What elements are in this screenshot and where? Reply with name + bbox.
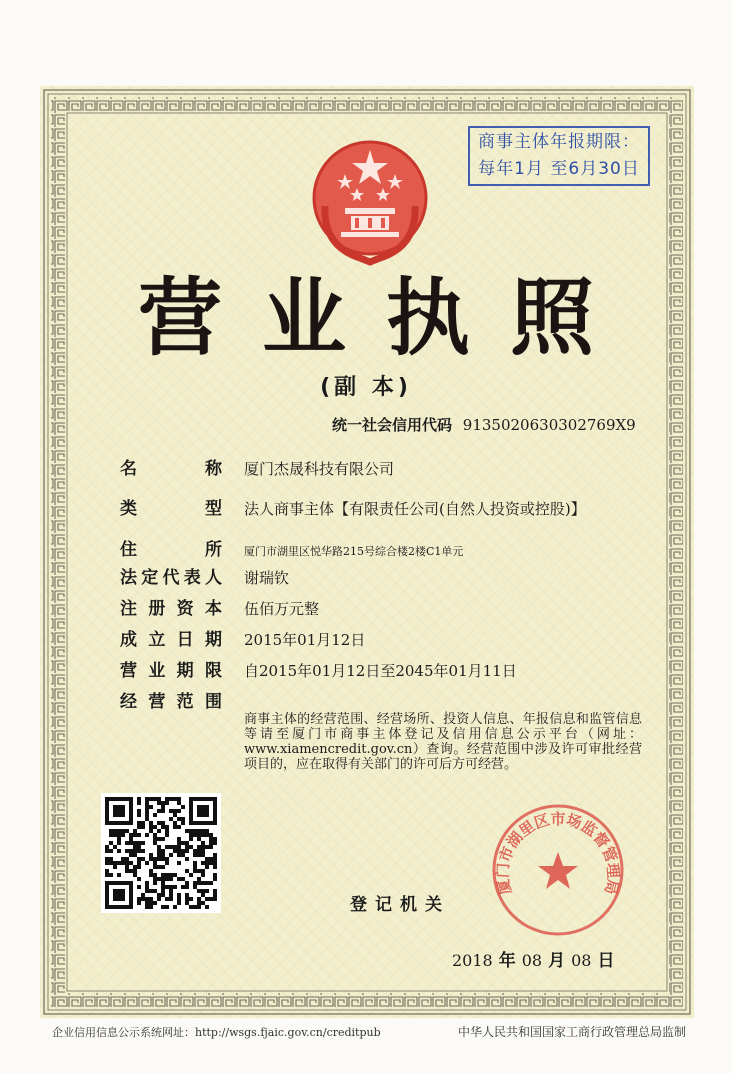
footer-website: 企业信用信息公示系统网址：http://wsgs.fjaic.gov.cn/creditpub <box>52 1026 381 1039</box>
document-title: 营业执照 <box>137 269 634 367</box>
field-label: 注 册 资 本 <box>120 599 222 619</box>
field-row-type <box>120 496 640 522</box>
field-row-legal-representative <box>120 565 640 591</box>
field-value: 伍佰万元整 <box>244 600 320 618</box>
field-row-registered-capital <box>120 596 640 622</box>
field-label: 法 定 代 表 人 <box>120 568 222 588</box>
field-label: 类 型 <box>120 499 222 519</box>
issue-date: 2018 年 08 月 08 日 <box>452 951 615 971</box>
document-subtitle: (副 本) <box>320 375 412 400</box>
field-label: 名 称 <box>120 459 222 479</box>
field-label: 经 营 范 围 <box>120 692 222 712</box>
field-row-business-term <box>120 658 640 684</box>
footer-supervisor: 中华人民共和国国家工商行政管理总局监制 <box>458 1025 687 1039</box>
field-label: 营 业 期 限 <box>120 661 222 681</box>
field-label: 成 立 日 期 <box>120 630 222 650</box>
field-row-name <box>120 456 640 482</box>
official-seal-icon <box>488 800 628 940</box>
field-value: 法人商事主体【有限责任公司(自然人投资或控股)】 <box>244 500 586 518</box>
credit-code-value: 9135020630302769X9 <box>462 416 636 434</box>
stamp-line-1: 商事主体年报期限： <box>478 132 640 152</box>
stamp-line-2: 每年1月 至6月30日 <box>478 159 640 179</box>
credit-code-label: 统一社会信用代码 <box>332 416 453 434</box>
qr-code-icon[interactable] <box>101 793 221 913</box>
field-row-established-date <box>120 627 640 653</box>
annual-report-deadline-stamp <box>468 126 650 186</box>
credit-code-line <box>332 414 636 435</box>
field-value: 2015年01月12日 <box>244 631 366 649</box>
national-emblem-icon <box>305 136 435 266</box>
business-scope-text: 商事主体的经营范围、经营场所、投资人信息、年报信息和监管信息等请至厦门市商事主体登记及信用信息公示平台（网址：www.xiamencredit.gov.cn）查询。经营范围中涉及许可审批经营项目的，应在取得有关部门的许可后方可经营。 <box>244 712 642 772</box>
field-value: 自2015年01月12日至2045年01月11日 <box>244 662 517 680</box>
issue-month: 08 <box>521 951 543 970</box>
issue-year: 2018 <box>452 951 493 970</box>
registration-authority: 登记机关 <box>350 895 450 915</box>
field-label: 住 所 <box>120 540 222 560</box>
field-row-address <box>120 537 640 563</box>
issue-day: 08 <box>571 951 592 970</box>
field-value: 谢瑞钦 <box>244 569 290 587</box>
field-value: 厦门市湖里区悦华路215号综合楼2楼C1单元 <box>244 545 464 558</box>
seal-text: 厦门市湖里区市场监督管理局 <box>493 810 623 897</box>
field-value: 厦门杰晟科技有限公司 <box>244 460 395 478</box>
